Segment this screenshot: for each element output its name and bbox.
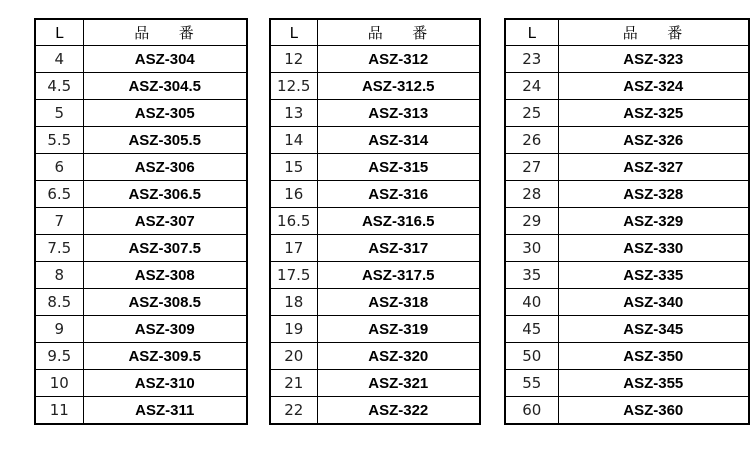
length-cell: 26: [505, 127, 558, 154]
part-number-cell: ASZ-318: [317, 289, 480, 316]
column-header-part-number: [558, 19, 749, 46]
table-header-row: [505, 19, 749, 46]
table-row: [505, 370, 749, 397]
length-cell: 28: [505, 181, 558, 208]
header-part-char-1: 品: [622, 24, 640, 42]
part-number-cell: ASZ-313: [317, 100, 480, 127]
table-row: [35, 181, 247, 208]
length-cell: 21: [270, 370, 317, 397]
table-row: [270, 235, 480, 262]
table-row: [35, 262, 247, 289]
table-row: [270, 316, 480, 343]
table-row: [35, 397, 247, 425]
table-row: [35, 73, 247, 100]
length-cell: 16: [270, 181, 317, 208]
length-cell: 40: [505, 289, 558, 316]
length-cell: 60: [505, 397, 558, 425]
length-cell: 27: [505, 154, 558, 181]
column-header-l: L: [270, 19, 317, 46]
part-number-cell: ASZ-306.5: [83, 181, 247, 208]
table-row: [505, 289, 749, 316]
part-number-cell: ASZ-345: [558, 316, 749, 343]
column-header-l: L: [35, 19, 83, 46]
part-number-cell: ASZ-350: [558, 343, 749, 370]
part-number-cell: ASZ-310: [83, 370, 247, 397]
length-cell: 10: [35, 370, 83, 397]
length-cell: 17: [270, 235, 317, 262]
column-header-part-number: [317, 19, 480, 46]
part-number-cell: ASZ-329: [558, 208, 749, 235]
table-row: [35, 289, 247, 316]
length-cell: 18: [270, 289, 317, 316]
length-cell: 12.5: [270, 73, 317, 100]
table-row: [35, 46, 247, 73]
header-part-char-2: 番: [412, 24, 429, 42]
part-number-table-1: [34, 18, 248, 425]
length-cell: 8.5: [35, 289, 83, 316]
length-cell: 15: [270, 154, 317, 181]
part-number-cell: ASZ-308.5: [83, 289, 247, 316]
table-row: [505, 100, 749, 127]
table-row: [270, 73, 480, 100]
header-part-char-2: 番: [667, 24, 684, 42]
table-row: [505, 208, 749, 235]
length-cell: 30: [505, 235, 558, 262]
part-number-cell: ASZ-330: [558, 235, 749, 262]
part-number-cell: ASZ-323: [558, 46, 749, 73]
length-cell: 5: [35, 100, 83, 127]
table-row: [270, 154, 480, 181]
part-number-cell: ASZ-311: [83, 397, 247, 425]
part-number-cell: ASZ-306: [83, 154, 247, 181]
part-number-table-2: [269, 18, 481, 425]
length-cell: 45: [505, 316, 558, 343]
table-row: [270, 46, 480, 73]
length-cell: 16.5: [270, 208, 317, 235]
part-number-cell: ASZ-312: [317, 46, 480, 73]
part-number-cell: ASZ-317: [317, 235, 480, 262]
length-cell: 6.5: [35, 181, 83, 208]
length-cell: 11: [35, 397, 83, 425]
table-row: [505, 235, 749, 262]
part-number-cell: ASZ-326: [558, 127, 749, 154]
length-cell: 35: [505, 262, 558, 289]
part-number-cell: ASZ-307: [83, 208, 247, 235]
part-number-cell: ASZ-319: [317, 316, 480, 343]
part-number-cell: ASZ-317.5: [317, 262, 480, 289]
length-cell: 17.5: [270, 262, 317, 289]
table-header-row: [270, 19, 480, 46]
header-part-char-2: 番: [178, 24, 196, 42]
table-row: [505, 262, 749, 289]
part-number-cell: ASZ-328: [558, 181, 749, 208]
part-number-cell: ASZ-316: [317, 181, 480, 208]
table-row: [270, 127, 480, 154]
length-cell: 7: [35, 208, 83, 235]
length-cell: 22: [270, 397, 317, 425]
length-cell: 4: [35, 46, 83, 73]
table-row: [35, 343, 247, 370]
length-cell: 25: [505, 100, 558, 127]
table-row: [505, 181, 749, 208]
table-row: [505, 73, 749, 100]
length-cell: 19: [270, 316, 317, 343]
part-number-cell: ASZ-304: [83, 46, 247, 73]
length-cell: 29: [505, 208, 558, 235]
column-header-part-number: [83, 19, 247, 46]
part-number-cell: ASZ-307.5: [83, 235, 247, 262]
table-row: [35, 100, 247, 127]
header-part-char-1: 品: [134, 24, 151, 42]
length-cell: 55: [505, 370, 558, 397]
table-row: [35, 208, 247, 235]
length-cell: 6: [35, 154, 83, 181]
table-row: [270, 262, 480, 289]
length-cell: 9.5: [35, 343, 83, 370]
header-part-char-1: 品: [367, 24, 385, 42]
length-cell: 7.5: [35, 235, 83, 262]
table-row: [270, 289, 480, 316]
length-cell: 14: [270, 127, 317, 154]
table-row: [505, 127, 749, 154]
table-row: [270, 397, 480, 425]
part-number-cell: ASZ-324: [558, 73, 749, 100]
table-row: [270, 208, 480, 235]
table-row: [35, 370, 247, 397]
table-row: [505, 46, 749, 73]
length-cell: 24: [505, 73, 558, 100]
table-row: [270, 100, 480, 127]
part-number-cell: ASZ-309: [83, 316, 247, 343]
table-row: [270, 343, 480, 370]
length-cell: 13: [270, 100, 317, 127]
table-row: [35, 235, 247, 262]
part-number-cell: ASZ-305: [83, 100, 247, 127]
part-number-cell: ASZ-325: [558, 100, 749, 127]
part-number-cell: ASZ-320: [317, 343, 480, 370]
part-number-cell: ASZ-309.5: [83, 343, 247, 370]
table-row: [35, 127, 247, 154]
part-number-cell: ASZ-312.5: [317, 73, 480, 100]
part-number-table-3: [504, 18, 750, 425]
part-number-cell: ASZ-355: [558, 370, 749, 397]
part-number-cell: ASZ-327: [558, 154, 749, 181]
part-number-cell: ASZ-305.5: [83, 127, 247, 154]
table-row: [35, 316, 247, 343]
table-row: [270, 181, 480, 208]
length-cell: 8: [35, 262, 83, 289]
part-number-cell: ASZ-322: [317, 397, 480, 425]
length-cell: 5.5: [35, 127, 83, 154]
part-number-cell: ASZ-315: [317, 154, 480, 181]
part-number-cell: ASZ-308: [83, 262, 247, 289]
length-cell: 9: [35, 316, 83, 343]
part-number-cell: ASZ-340: [558, 289, 749, 316]
length-cell: 12: [270, 46, 317, 73]
part-number-cell: ASZ-316.5: [317, 208, 480, 235]
part-number-cell: ASZ-304.5: [83, 73, 247, 100]
table-row: [270, 370, 480, 397]
part-number-cell: ASZ-335: [558, 262, 749, 289]
table-row: [505, 154, 749, 181]
length-cell: 20: [270, 343, 317, 370]
part-number-cell: ASZ-360: [558, 397, 749, 425]
column-header-l: L: [505, 19, 558, 46]
part-number-cell: ASZ-314: [317, 127, 480, 154]
table-row: [505, 316, 749, 343]
length-cell: 23: [505, 46, 558, 73]
length-cell: 50: [505, 343, 558, 370]
table-header-row: [35, 19, 247, 46]
table-row: [35, 154, 247, 181]
table-row: [505, 397, 749, 425]
length-cell: 4.5: [35, 73, 83, 100]
part-number-cell: ASZ-321: [317, 370, 480, 397]
table-row: [505, 343, 749, 370]
